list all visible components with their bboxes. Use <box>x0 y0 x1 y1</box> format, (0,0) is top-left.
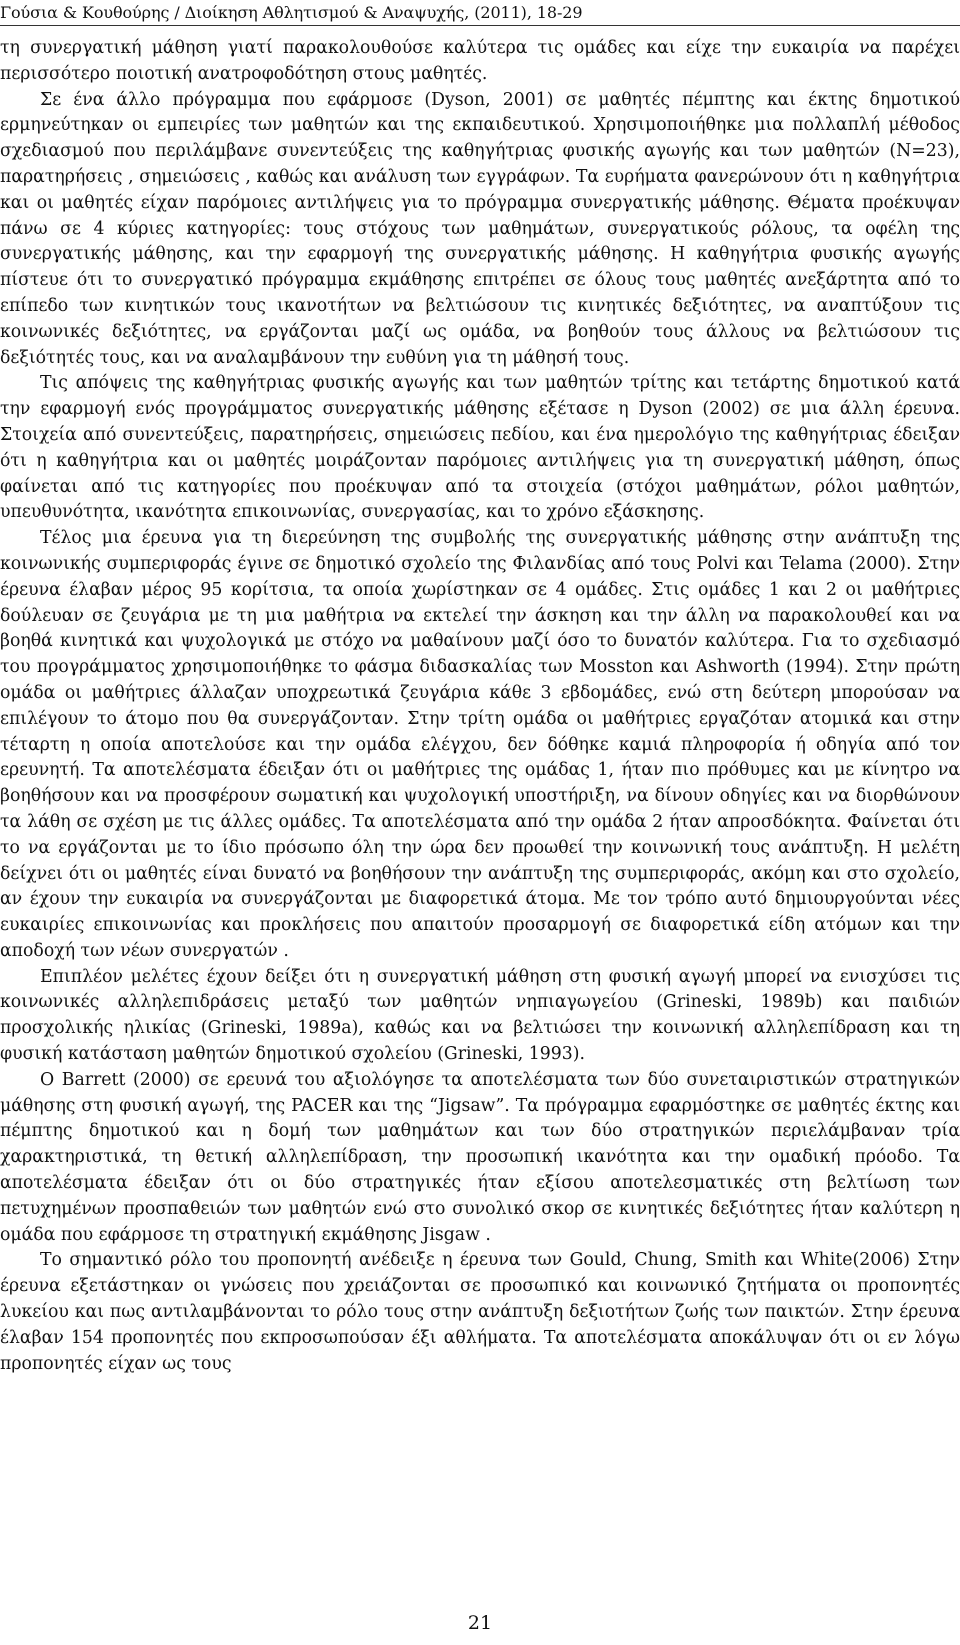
paragraph-gould: Το σημαντικό ρόλο του προπονητή ανέδειξε η έρευνα των Gould, Chung, Smith και White(2006) Στην έρευνα εξετάστηκαν οι γνώσεις που χρειάζονται σε προσωπικό και κοινωνικό ζητήματα οι προπονητές λυκείου και πως αντιλαμβάνονται το ρόλο τους στην ανάπτυξη δεξιοτήτων ζωής των παικτών. Στην έρευνα έλαβαν 154 προπονητές που εκπροσωπούσαν έξι αθλήματα. Τα αποτελέσματα αποκάλυψαν ότι οι εν λόγω προπονητές είχαν ως τους <box>0 1250 960 1374</box>
paragraph-polvi-telama: Τέλος μια έρευνα για τη διερεύνηση της συμβολής της συνεργατικής μάθησης στην ανάπτυξη της κοινωνικής συμπεριφοράς έγινε σε δημοτικό σχολείο της Φιλανδίας από τους Polvi και Telama (2000). Στην έρευνα έλαβαν μέρος 95 κορίτσια, τα οποία χωρίστηκαν σε 4 ομάδες. Στις ομάδες 1 και 2 οι μαθήτριες δούλευαν σε ζευγάρια με τη μια μαθήτρια να εκτελεί την άσκηση και την άλλη να παρακολουθεί και να βοηθά κινητικά και ψυχολογικά με στόχο να μαθαίνουν μαζί όσο το δυνατόν καλύτερα. Για το σχεδιασμό του προγράμματος χρησιμοποιήθηκε το φάσμα διδασκαλίας των Mosston και Ashworth (1994). Στην πρώτη ομάδα οι μαθήτριες άλλαζαν υποχρεωτικά ζευγάρια κάθε 3 εβδομάδες, ενώ στη δεύτερη μπορούσαν να επιλέγουν το άτομο που θα συνεργάζονταν. Στην τρίτη ομάδα οι μαθήτριες εργαζόταν ατομικά και στην τέταρτη η οποία αποτελούσε και την ομάδα ελέγχου, δεν δόθηκε καμιά πληροφορία ή οδηγία από τον ερευνητή. Τα αποτελέσματα έδειξαν ότι οι μαθήτριες της ομάδας 1, ήταν πιο πρόθυμες και με κίνητρο να βοηθήσουν και να προσφέρουν σωματική και ψυχολογική υποστήριξη, να δίνουν οδηγίες και να διορθώνουν τα λάθη σε σχέση με τις άλλες ομάδες. Τα αποτελέσματα από την ομάδα 2 ήταν απροσδόκητα. Φαίνεται ότι το να εργάζονται με το ίδιο πρόσωπο όλη την ώρα δεν προωθεί την κοινωνική τους ανάπτυξη. Η μελέτη δείχνει ότι οι μαθητές είναι δυνατό να βοηθήσουν την ανάπτυξη της συμπεριφοράς, ακόμη και στο σχολείο, αν έχουν την ευκαιρία να συνεργάζονται με διαφορετικά άτομα. Με τον τρόπο αυτό δημιουργούνται νέες ευκαιρίες επικοινωνίας και προκλήσεις που απαιτούν προσαρμογή σε διαφορετικά είδη ατόμων και την αποδοχή των νέων συνεργατών . <box>0 528 960 961</box>
article-body <box>0 36 960 1377</box>
paragraph-barrett: Ο Barrett (2000) σε ερευνά του αξιολόγησε τα αποτελέσματα των δύο συνεταιριστικών στρατηγικών μάθησης στη φυσική αγωγή, της PACER και της “Jigsaw”. Τα πρόγραμμα εφαρμόστηκε σε μαθητές έκτης και πέμπτης δημοτικού και η δομή των μαθημάτων και των δύο στρατηγικών περιελάμβαναν τρία χαρακτηριστικά, τη θετική αλληλεπίδραση, την προσωπική ικανότητα και την ομαδική πρόοδο. Τα αποτελέσματα έδειξαν ότι οι δύο στρατηγικές ήταν εξίσου αποτελεσματικές στη βελτίωση των πετυχημένων προσπαθειών των μαθητών ενώ στο συνολικό σκορ σε κινητικές δεξιότητες ήταν καλύτερη η ομάδα που εφάρμοσε τη στρατηγική εκμάθησης Jisgaw . <box>0 1069 960 1245</box>
page-number: 21 <box>467 1612 493 1634</box>
paragraph-dyson-2001: Σε ένα άλλο πρόγραμμα που εφάρμοσε (Dyson, 2001) σε μαθητές πέμπτης και έκτης δημοτικού ερμηνεύτηκαν οι εμπειρίες των μαθητών και της εκπαιδευτικού. Χρησιμοποιήθηκε μια πολλαπλή μέθοδος σχεδιασμού που περιλάμβανε συνεντεύξεις της καθηγήτριας φυσικής αγωγής και των μαθητών (N=23), παρατηρήσεις , σημειώσεις , καθώς και ανάλυση των εγγράφων. Τα ευρήματα φανερώνουν ότι η καθηγήτρια και οι μαθητές είχαν παρόμοιες αντιλήψεις για το πρόγραμμα συνεργατικής μάθησης. Θέματα προέκυψαν πάνω σε 4 κύριες κατηγορίες: τους στόχους των μαθημάτων, συνεργατικούς ρόλους, τα οφέλη της συνεργατικής μάθησης, και την εφαρμογή της συνεργατικής μάθησης. Η καθηγήτρια φυσικής αγωγής πίστευε ότι το συνεργατικό πρόγραμμα εκμάθησης επιτρέπει σε όλους τους μαθητές ανεξάρτητα από το επίπεδο των κινητικών τους ικανοτήτων να βελτιώσουν τις κινητικές δεξιότητες, να αναπτύξουν τις κοινωνικές δεξιότητες, να εργάζονται μαζί ως ομάδα, να βοηθούν τους άλλους να βελτιώσουν τις δεξιότητές τους, και να αναλαμβάνουν την ευθύνη για τη μάθησή τους. <box>0 89 960 368</box>
paragraph-grineski: Επιπλέον μελέτες έχουν δείξει ότι η συνεργατική μάθηση στη φυσική αγωγή μπορεί να ενισχύσει τις κοινωνικές αλληλεπιδράσεις μεταξύ των μαθητών νηπιαγωγείου (Grineski, 1989b) και παιδιών προσχολικής ηλικίας (Grineski, 1989a), καθώς και να βελτιώσει την κοινωνική αλληλεπίδραση και τη φυσική κατάσταση μαθητών δημοτικού σχολείου (Grineski, 1993). <box>0 966 960 1065</box>
paragraph-dyson-2002: Τις απόψεις της καθηγήτριας φυσικής αγωγής και των μαθητών τρίτης και τετάρτης δημοτικού κατά την εφαρμογή ενός προγράμματος συνεργατικής μάθησης εξέτασε η Dyson (2002) σε μια άλλη έρευνα. Στοιχεία από συνεντεύξεις, παρατηρήσεις, σημειώσεις πεδίου, και ένα ημερολόγιο της καθηγήτριας έδειξαν ότι η καθηγήτρια και οι μαθητές μοιράζονταν παρόμοιες αντιλήψεις για τη συνεργατική μάθηση, όπως φαίνεται από τις κατηγορίες που προέκυψαν από τα στοιχεία (στόχοι μαθημάτων, ρόλοι μαθητών, υπευθυνότητα, ικανότητα επικοινωνίας, συνεργασίας, και το χρόνο εξάσκησης. <box>0 373 960 523</box>
paragraph-continued: τη συνεργατική μάθηση γιατί παρακολουθούσε καλύτερα τις ομάδες και είχε την ευκαιρία να παρέχει περισσότερο ποιοτική ανατροφοδότηση στους μαθητές. <box>0 38 960 84</box>
header-rule <box>0 25 960 26</box>
running-header: Γούσια & Κουθούρης / Διοίκηση Αθλητισμού & Αναψυχής, (2011), 18-29 <box>0 3 583 22</box>
